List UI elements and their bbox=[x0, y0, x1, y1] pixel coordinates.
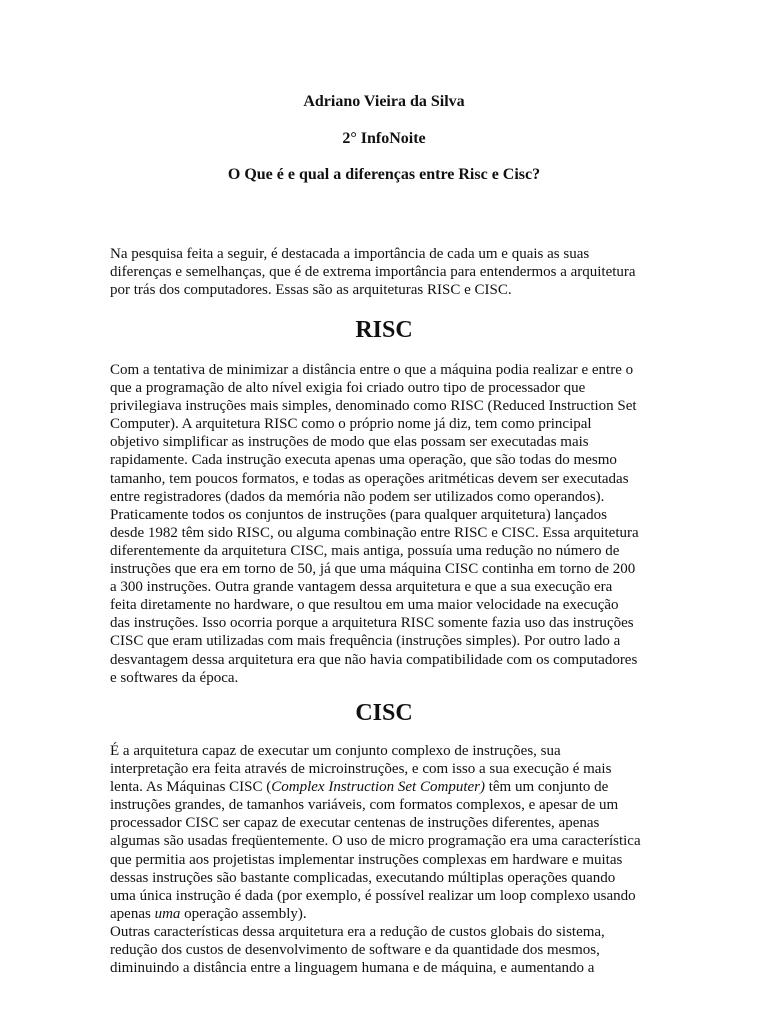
cisc-paragraph bbox=[110, 742, 670, 977]
class-name: 2° InfoNoite bbox=[342, 130, 426, 147]
cisc-text-part: têm um conjunto de instruções grandes, de tamanhos variáveis, com formatos complexos, e apesar de um processador CISC ser capaz de executar centenas de instruções diferentes, apenas algumas são usadas freqüentemente. O uso de micro programação era uma característica que permitia aos projetistas implementar instruções complexas em hardware e muitas dessas instruções são bastante complicadas, executando múltiplas operações quando uma única instrução é dada (por exemplo, é possível realizar um loop complexo usando apenas bbox=[110, 779, 641, 922]
risc-paragraph: Com a tentativa de minimizar a distância entre o que a máquina podia realizar e entre o que a programação de alto nível exigia foi criado outro tipo de processador que privilegiava instruções mais simples, denominado como RISC (Reduced Instruction Set Computer). A arquitetura RISC como o próprio nome já diz, tem como principal objetivo simplificar as instruções de modo que elas possam ser executadas mais rapidamente. Cada instrução executa apenas uma operação, que são todas do mesmo tamanho, tem poucos formatos, e todas as operações aritméticas devem ser executadas entre registradores (dados da memória não podem ser utilizados como operandos). Praticamente todos os conjuntos de instruções (para qualquer arquitetura) lançados desde 1982 têm sido RISC, ou alguma combinação entre RISC e CISC. Essa arquitetura diferentemente da arquitetura CISC, mais antiga, possuía uma redução no número de instruções que era em torno de 50, já que uma máquina CISC continha em torno de 200 a 300 instruções. Outra grande vantagem dessa arquitetura e que a sua execução era feita diretamente no hardware, o que resultou em uma maior velocidade na execução das instruções. Isso ocorria porque a arquitetura RISC somente fazia uso das instruções CISC que eram utilizadas com mais frequência (instruções simples). Por outro lado a desvantagem dessa arquitetura era que não havia compatibilidade com os computadores e softwares da época. bbox=[110, 362, 639, 686]
document-question: O Que é e qual a diferenças entre Risc e Cisc? bbox=[227, 166, 541, 183]
cisc-text-part: É a arquitetura capaz de executar um conjunto complexo de instruções, sua interpretação era feita através de microinstruções, e com isso a sua execução é mais lenta. As Máquinas CISC ( bbox=[110, 743, 612, 796]
cisc-heading: CISC bbox=[355, 700, 413, 726]
cisc-emphasis-word: uma bbox=[154, 905, 181, 922]
author-name: Adriano Vieira da Silva bbox=[303, 93, 465, 110]
cisc-text-part: operação assembly). bbox=[180, 905, 307, 922]
cisc-paragraph-2: Outras características dessa arquitetura era a redução de custos globais do sistema, redução dos custos de desenvolvimento de software e da quantidade dos mesmos, diminuindo a distância entre a linguagem humana e de máquina, e aumentando a bbox=[110, 923, 605, 977]
risc-heading: RISC bbox=[355, 317, 413, 343]
cisc-acronym-expansion: Complex Instruction Set Computer) bbox=[271, 779, 485, 796]
intro-paragraph: Na pesquisa feita a seguir, é destacada a importância de cada um e quais as suas diferenças e semelhanças, que é de extrema importância para entendermos a arquitetura por trás dos computadores. Essas são as arquiteturas RISC e CISC. bbox=[110, 246, 636, 299]
